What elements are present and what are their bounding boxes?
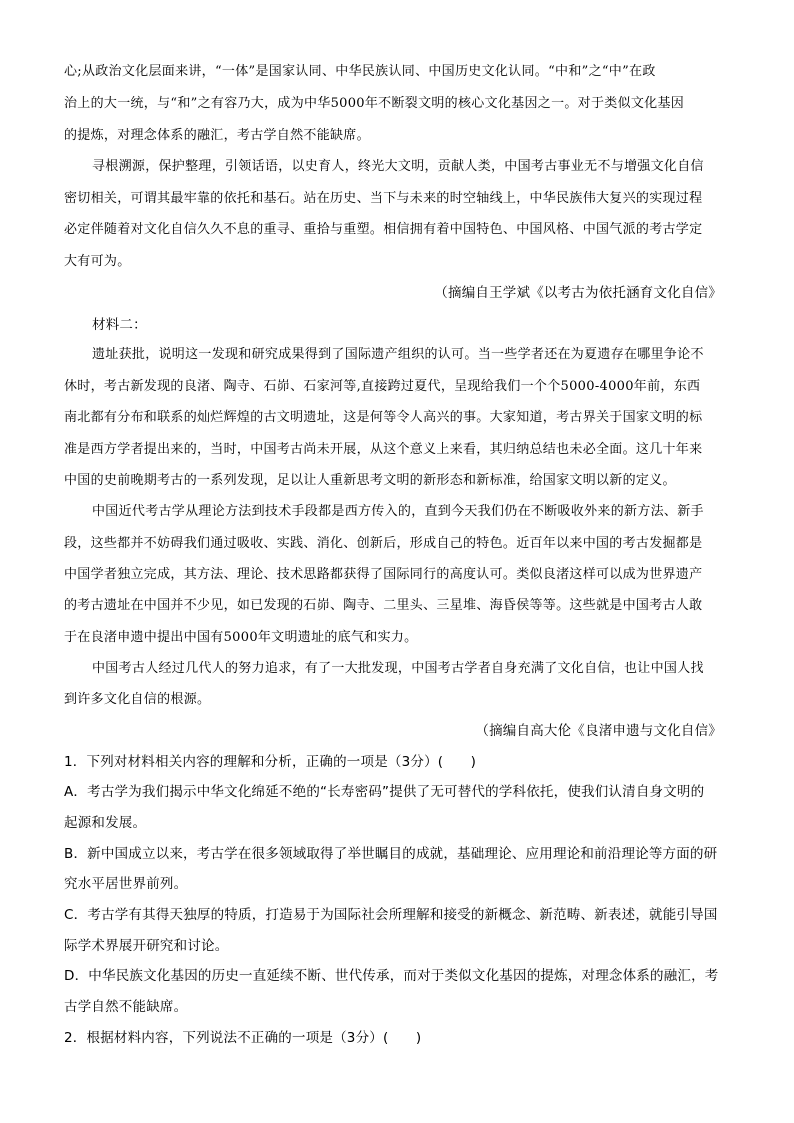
option-d: D．中华民族文化基因的历史一直延续不断、世代传承，而对于类似文化基因的提炼，对理念体系的融汇，考 bbox=[64, 968, 719, 984]
paragraph-line: 准是西方学者提出来的，当时，中国考古尚未开展，从这个意义上来看，其归纳总结也未必全面。这几十年来 bbox=[64, 442, 703, 457]
paragraph-line: 段，这些都并不妨碍我们通过吸收、实践、消化、创新后，形成自己的特色。近百年以来中国的考古发掘都是 bbox=[64, 536, 703, 551]
paragraph-line: 的提炼，对理念体系的融汇，考古学自然不能缺席。 bbox=[64, 128, 370, 143]
paragraph-line: 休时，考古新发现的良渚、陶寺、石峁、石家河等,直接跨过夏代，呈现给我们一个个5000-4000年前，东西 bbox=[64, 379, 701, 394]
paragraph-line: 中国近代考古学从理论方法到技术手段都是西方传入的，直到今天我们仍在不断吸收外来的新方法、新手 bbox=[92, 504, 704, 519]
option-a-cont: 起源和发展。 bbox=[64, 815, 147, 831]
paragraph-line: 治上的大一统，与“和”之有容乃大，成为中华5000年不断裂文明的核心文化基因之一。对于类似文化基因 bbox=[64, 96, 685, 111]
option-c-cont: 际学术界展开研究和讨论。 bbox=[64, 938, 229, 954]
option-d-cont: 古学自然不能缺席。 bbox=[64, 999, 188, 1015]
option-b-cont: 究水平居世界前列。 bbox=[64, 876, 188, 892]
paragraph-line: 的考古遗址在中国并不少见，如已发现的石峁、陶寺、二里头、三星堆、海昏侯等等。这些就是中国考古人敢 bbox=[64, 598, 703, 613]
question-stem: 1．下列对材料相关内容的理解和分析，正确的一项是（3分）( ) bbox=[64, 754, 477, 770]
source-citation: （摘编自王学斌《以考古为依托涵育文化自信》 bbox=[434, 285, 722, 301]
option-c: C．考古学有其得天独厚的特质，打造易于为国际社会所理解和接受的新概念、新范畴、新表述，就能引导国 bbox=[64, 907, 718, 923]
paragraph-line: 中国考古人经过几代人的努力追求，有了一大批发现，中国考古学者自身充满了文化自信，也让中国人找 bbox=[92, 661, 704, 676]
option-a: A．考古学为我们揭示中华文化绵延不绝的“长寿密码”提供了无可替代的学科依托，使我们认清自身文明的 bbox=[64, 784, 705, 800]
paragraph-line: 南北都有分布和联系的灿烂辉煌的古文明遗址，这是何等令人高兴的事。大家知道，考古界关于国家文明的标 bbox=[64, 410, 703, 425]
paragraph-line: 到许多文化自信的根源。 bbox=[64, 692, 211, 707]
source-citation: （摘编自高大伦《良渚申遗与文化自信》 bbox=[475, 723, 722, 739]
section-heading: 材料二： bbox=[92, 317, 147, 333]
option-b: B．新中国成立以来，考古学在很多领域取得了举世瞩目的成就，基础理论、应用理论和前沿理论等方面的研 bbox=[64, 846, 718, 862]
paragraph-line: 于在良渚申遗中提出中国有5000年文明遗址的底气和实力。 bbox=[64, 630, 418, 645]
question-stem: 2．根据材料内容，下列说法不正确的一项是（3分）( ) bbox=[64, 1030, 422, 1046]
paragraph-line: 密切相关，可谓其最牢靠的依托和基石。站在历史、当下与未来的时空轴线上，中华民族伟大复兴的实现过程 bbox=[64, 191, 703, 206]
paragraph-line: 大有可为。 bbox=[64, 254, 131, 269]
paragraph-line: 中国的史前晚期考古的一系列发现，足以让人重新思考文明的新形态和新标准，给国家文明以新的定义。 bbox=[64, 473, 676, 488]
paragraph-line: 必定伴随着对文化自信久久不息的重寻、重拾与重塑。相信拥有着中国特色、中国风格、中国气派的考古学定 bbox=[64, 222, 703, 237]
paragraph-line: 心;从政治文化层面来讲，“一体”是国家认同、中华民族认同、中国历史文化认同。“中和”之“中”在政 bbox=[64, 64, 656, 79]
paragraph-line: 寻根溯源，保护整理，引领话语，以史育人，终光大文明，贡献人类，中国考古事业无不与增强文化自信 bbox=[92, 159, 704, 174]
paragraph-line: 遗址获批，说明这一发现和研究成果得到了国际遗产组织的认可。当一些学者还在为夏遗存在哪里争论不 bbox=[92, 347, 704, 362]
paragraph-line: 中国学者独立完成，其方法、理论、技术思路都获得了国际同行的高度认可。类似良渚这样可以成为世界遗产 bbox=[64, 567, 703, 582]
